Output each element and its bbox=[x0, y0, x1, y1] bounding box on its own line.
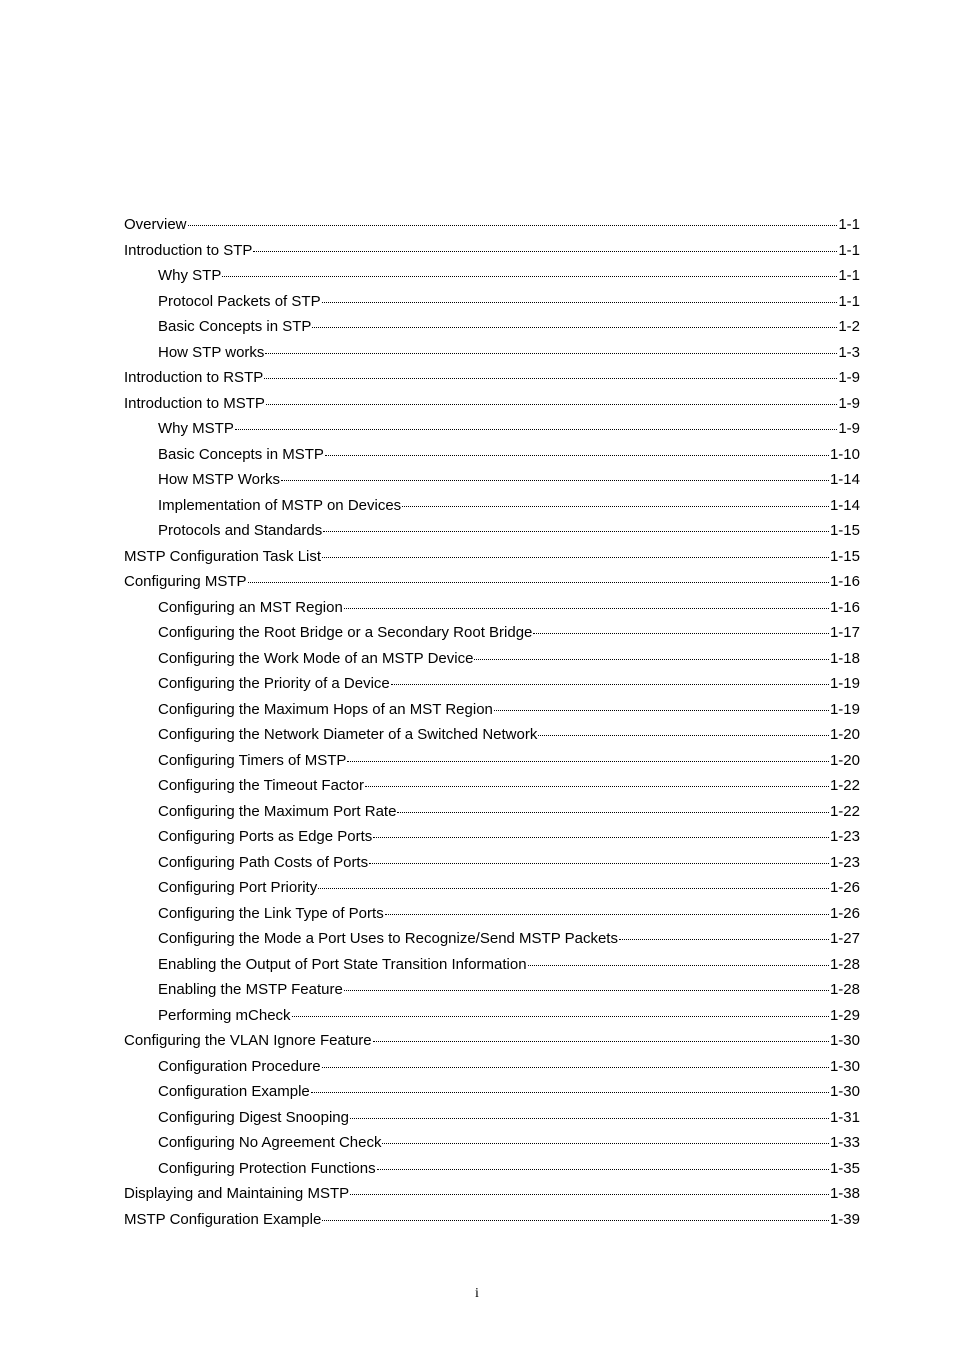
toc-entry-title: Why MSTP bbox=[158, 420, 234, 437]
toc-entry-title: Configuring the Mode a Port Uses to Recognize/Send MSTP Packets bbox=[158, 930, 618, 947]
toc-entry-title: Configuring No Agreement Check bbox=[158, 1134, 382, 1151]
toc-entry-page: 1-9 bbox=[838, 394, 860, 412]
toc-entry-subsection[interactable] bbox=[124, 748, 860, 774]
toc-entry-section[interactable] bbox=[124, 1028, 860, 1054]
toc-entry-title: Enabling the MSTP Feature bbox=[158, 981, 343, 998]
toc-dot-leader bbox=[619, 938, 829, 940]
toc-entry-subsection[interactable] bbox=[124, 824, 860, 850]
toc-entry-title: Configuring Protection Functions bbox=[158, 1159, 376, 1177]
toc-dot-leader bbox=[311, 1091, 829, 1093]
toc-entry-subsection[interactable] bbox=[124, 646, 860, 672]
toc-entry-title: Performing mCheck bbox=[158, 1006, 291, 1024]
toc-dot-leader bbox=[373, 1040, 829, 1042]
toc-entry-page: 1-15 bbox=[829, 547, 860, 565]
toc-entry-section[interactable] bbox=[124, 238, 860, 264]
toc-entry-page: 1-27 bbox=[829, 930, 860, 947]
toc-dot-leader bbox=[382, 1142, 829, 1144]
toc-dot-leader bbox=[312, 326, 837, 328]
toc-dot-leader bbox=[322, 556, 829, 558]
toc-dot-leader bbox=[369, 862, 829, 864]
toc-dot-leader bbox=[344, 607, 829, 609]
toc-entry-subsection[interactable] bbox=[124, 671, 860, 697]
toc-entry-page: 1-19 bbox=[829, 675, 860, 692]
toc-dot-leader bbox=[494, 709, 829, 711]
toc-entry-title: Displaying and Maintaining MSTP bbox=[124, 1185, 350, 1202]
toc-dot-leader bbox=[365, 785, 829, 787]
toc-entry-page: 1-1 bbox=[838, 216, 860, 233]
toc-entry-page: 1-23 bbox=[829, 828, 860, 845]
toc-entry-page: 1-22 bbox=[829, 777, 860, 794]
toc-entry-page: 1-35 bbox=[829, 1159, 860, 1177]
toc-entry-page: 1-30 bbox=[829, 1032, 860, 1049]
toc-dot-leader bbox=[538, 734, 829, 736]
toc-entry-section[interactable] bbox=[124, 1207, 860, 1233]
toc-dot-leader bbox=[325, 454, 829, 456]
toc-dot-leader bbox=[264, 377, 837, 379]
toc-entry-page: 1-16 bbox=[829, 598, 860, 616]
toc-entry-page: 1-19 bbox=[829, 700, 860, 718]
toc-dot-leader bbox=[402, 505, 829, 507]
toc-entry-page: 1-17 bbox=[829, 624, 860, 641]
toc-dot-leader bbox=[350, 1193, 829, 1195]
toc-entry-page: 1-3 bbox=[838, 343, 860, 361]
toc-entry-title: Introduction to MSTP bbox=[124, 394, 265, 412]
toc-entry-page: 1-20 bbox=[829, 751, 860, 769]
toc-entry-section[interactable] bbox=[124, 1181, 860, 1207]
toc-entry-title: Configuring Port Priority bbox=[158, 879, 318, 896]
toc-entry-section[interactable] bbox=[124, 212, 860, 238]
toc-entry-title: Configuring the Timeout Factor bbox=[158, 777, 364, 794]
toc-entry-page: 1-1 bbox=[838, 241, 860, 259]
toc-entry-page: 1-23 bbox=[829, 853, 860, 871]
toc-entry-title: Overview bbox=[124, 216, 187, 233]
toc-entry-page: 1-22 bbox=[829, 802, 860, 820]
toc-dot-leader bbox=[344, 989, 829, 991]
toc-entry-title: Configuring Digest Snooping bbox=[158, 1108, 349, 1126]
toc-entry-subsection[interactable] bbox=[124, 620, 860, 646]
toc-entry-page: 1-2 bbox=[838, 318, 860, 335]
toc-entry-page: 1-26 bbox=[829, 879, 860, 896]
toc-entry-title: Basic Concepts in STP bbox=[158, 318, 312, 335]
toc-entry-title: Implementation of MSTP on Devices bbox=[158, 496, 402, 514]
toc-entry-title: MSTP Configuration Example bbox=[124, 1210, 322, 1228]
toc-entry-title: Configuring an MST Region bbox=[158, 598, 343, 616]
toc-entry-subsection[interactable] bbox=[124, 875, 860, 901]
toc-entry-page: 1-33 bbox=[829, 1134, 860, 1151]
toc-dot-leader bbox=[322, 1219, 829, 1221]
toc-entry-subsection[interactable] bbox=[124, 314, 860, 340]
toc-entry-page: 1-1 bbox=[838, 292, 860, 310]
toc-dot-leader bbox=[266, 403, 837, 405]
toc-dot-leader bbox=[222, 275, 837, 277]
toc-entry-page: 1-15 bbox=[829, 522, 860, 539]
toc-entry-page: 1-20 bbox=[829, 726, 860, 743]
toc-entry-subsection[interactable] bbox=[124, 926, 860, 952]
toc-dot-leader bbox=[248, 581, 829, 583]
toc-entry-title: Configuration Procedure bbox=[158, 1057, 321, 1075]
toc-entry-page: 1-26 bbox=[829, 904, 860, 922]
toc-dot-leader bbox=[188, 224, 838, 226]
toc-entry-subsection[interactable] bbox=[124, 697, 860, 723]
toc-dot-leader bbox=[322, 1066, 829, 1068]
toc-entry-page: 1-10 bbox=[829, 445, 860, 463]
toc-entry-title: Configuring the Root Bridge or a Secondary Root Bridge bbox=[158, 624, 533, 641]
toc-entry-title: Why STP bbox=[158, 267, 222, 284]
toc-entry-page: 1-1 bbox=[838, 267, 860, 284]
toc-dot-leader bbox=[265, 352, 837, 354]
toc-entry-subsection[interactable] bbox=[124, 518, 860, 544]
toc-entry-title: Configuring the Network Diameter of a Switched Network bbox=[158, 726, 538, 743]
toc-entry-subsection[interactable] bbox=[124, 1054, 860, 1080]
toc-entry-page: 1-9 bbox=[838, 420, 860, 437]
toc-entry-subsection[interactable] bbox=[124, 901, 860, 927]
toc-entry-subsection[interactable] bbox=[124, 493, 860, 519]
toc-entry-subsection[interactable] bbox=[124, 977, 860, 1003]
toc-entry-title: Configuring the Link Type of Ports bbox=[158, 904, 384, 922]
toc-entry-page: 1-39 bbox=[829, 1210, 860, 1228]
toc-entry-title: Protocol Packets of STP bbox=[158, 292, 321, 310]
toc-entry-title: Enabling the Output of Port State Transition Information bbox=[158, 955, 527, 973]
toc-dot-leader bbox=[292, 1015, 829, 1017]
toc-entry-title: Configuring the Work Mode of an MSTP Device bbox=[158, 649, 474, 667]
toc-entry-title: Protocols and Standards bbox=[158, 522, 323, 539]
toc-entry-title: Configuring Timers of MSTP bbox=[158, 751, 347, 769]
toc-entry-section[interactable] bbox=[124, 365, 860, 391]
toc-entry-title: How MSTP Works bbox=[158, 471, 280, 488]
table-of-contents bbox=[124, 212, 860, 1232]
toc-entry-subsection[interactable] bbox=[124, 442, 860, 468]
toc-entry-page: 1-31 bbox=[829, 1108, 860, 1126]
toc-entry-subsection[interactable] bbox=[124, 722, 860, 748]
toc-dot-leader bbox=[347, 760, 829, 762]
toc-entry-subsection[interactable] bbox=[124, 1079, 860, 1105]
toc-entry-title: Configuring MSTP bbox=[124, 573, 247, 590]
toc-dot-leader bbox=[528, 964, 829, 966]
toc-dot-leader bbox=[318, 887, 829, 889]
toc-entry-subsection[interactable] bbox=[124, 1130, 860, 1156]
toc-dot-leader bbox=[533, 632, 829, 634]
toc-entry-title: Configuring Path Costs of Ports bbox=[158, 853, 369, 871]
toc-dot-leader bbox=[235, 428, 837, 430]
toc-entry-section[interactable] bbox=[124, 569, 860, 595]
toc-entry-page: 1-28 bbox=[829, 981, 860, 998]
toc-entry-subsection[interactable] bbox=[124, 263, 860, 289]
toc-entry-page: 1-28 bbox=[829, 955, 860, 973]
toc-entry-title: Basic Concepts in MSTP bbox=[158, 445, 324, 463]
toc-entry-page: 1-18 bbox=[829, 649, 860, 667]
toc-entry-subsection[interactable] bbox=[124, 1105, 860, 1131]
toc-entry-title: Configuring the Priority of a Device bbox=[158, 675, 390, 692]
toc-entry-subsection[interactable] bbox=[124, 952, 860, 978]
toc-entry-subsection[interactable] bbox=[124, 799, 860, 825]
toc-dot-leader bbox=[323, 530, 829, 532]
toc-entry-title: Introduction to RSTP bbox=[124, 369, 264, 386]
toc-entry-subsection[interactable] bbox=[124, 467, 860, 493]
toc-entry-subsection[interactable] bbox=[124, 1156, 860, 1182]
toc-entry-page: 1-38 bbox=[829, 1185, 860, 1202]
toc-entry-page: 1-16 bbox=[829, 573, 860, 590]
toc-dot-leader bbox=[281, 479, 829, 481]
toc-entry-subsection[interactable] bbox=[124, 340, 860, 366]
toc-entry-page: 1-30 bbox=[829, 1057, 860, 1075]
toc-entry-section[interactable] bbox=[124, 544, 860, 570]
toc-entry-title: Configuring Ports as Edge Ports bbox=[158, 828, 373, 845]
toc-entry-page: 1-9 bbox=[838, 369, 860, 386]
toc-entry-title: Configuration Example bbox=[158, 1083, 310, 1100]
toc-entry-page: 1-29 bbox=[829, 1006, 860, 1024]
toc-dot-leader bbox=[385, 913, 829, 915]
toc-entry-title: How STP works bbox=[158, 343, 265, 361]
page-number: i bbox=[475, 1286, 479, 1301]
toc-entry-subsection[interactable] bbox=[124, 595, 860, 621]
toc-dot-leader bbox=[391, 683, 829, 685]
toc-entry-subsection[interactable] bbox=[124, 1003, 860, 1029]
toc-entry-subsection[interactable] bbox=[124, 773, 860, 799]
toc-dot-leader bbox=[322, 301, 838, 303]
toc-entry-subsection[interactable] bbox=[124, 416, 860, 442]
toc-entry-subsection[interactable] bbox=[124, 850, 860, 876]
toc-entry-section[interactable] bbox=[124, 391, 860, 417]
toc-entry-subsection[interactable] bbox=[124, 289, 860, 315]
toc-dot-leader bbox=[373, 836, 829, 838]
toc-entry-page: 1-14 bbox=[829, 471, 860, 488]
toc-entry-title: Configuring the Maximum Hops of an MST Region bbox=[158, 700, 493, 718]
toc-entry-page: 1-14 bbox=[829, 496, 860, 514]
toc-entry-title: Configuring the Maximum Port Rate bbox=[158, 802, 397, 820]
toc-dot-leader bbox=[350, 1117, 829, 1119]
toc-dot-leader bbox=[377, 1168, 829, 1170]
toc-entry-title: Configuring the VLAN Ignore Feature bbox=[124, 1032, 372, 1049]
toc-entry-title: Introduction to STP bbox=[124, 241, 253, 259]
toc-entry-title: MSTP Configuration Task List bbox=[124, 547, 322, 565]
toc-dot-leader bbox=[397, 811, 829, 813]
toc-dot-leader bbox=[474, 658, 829, 660]
toc-dot-leader bbox=[253, 250, 837, 252]
toc-entry-page: 1-30 bbox=[829, 1083, 860, 1100]
